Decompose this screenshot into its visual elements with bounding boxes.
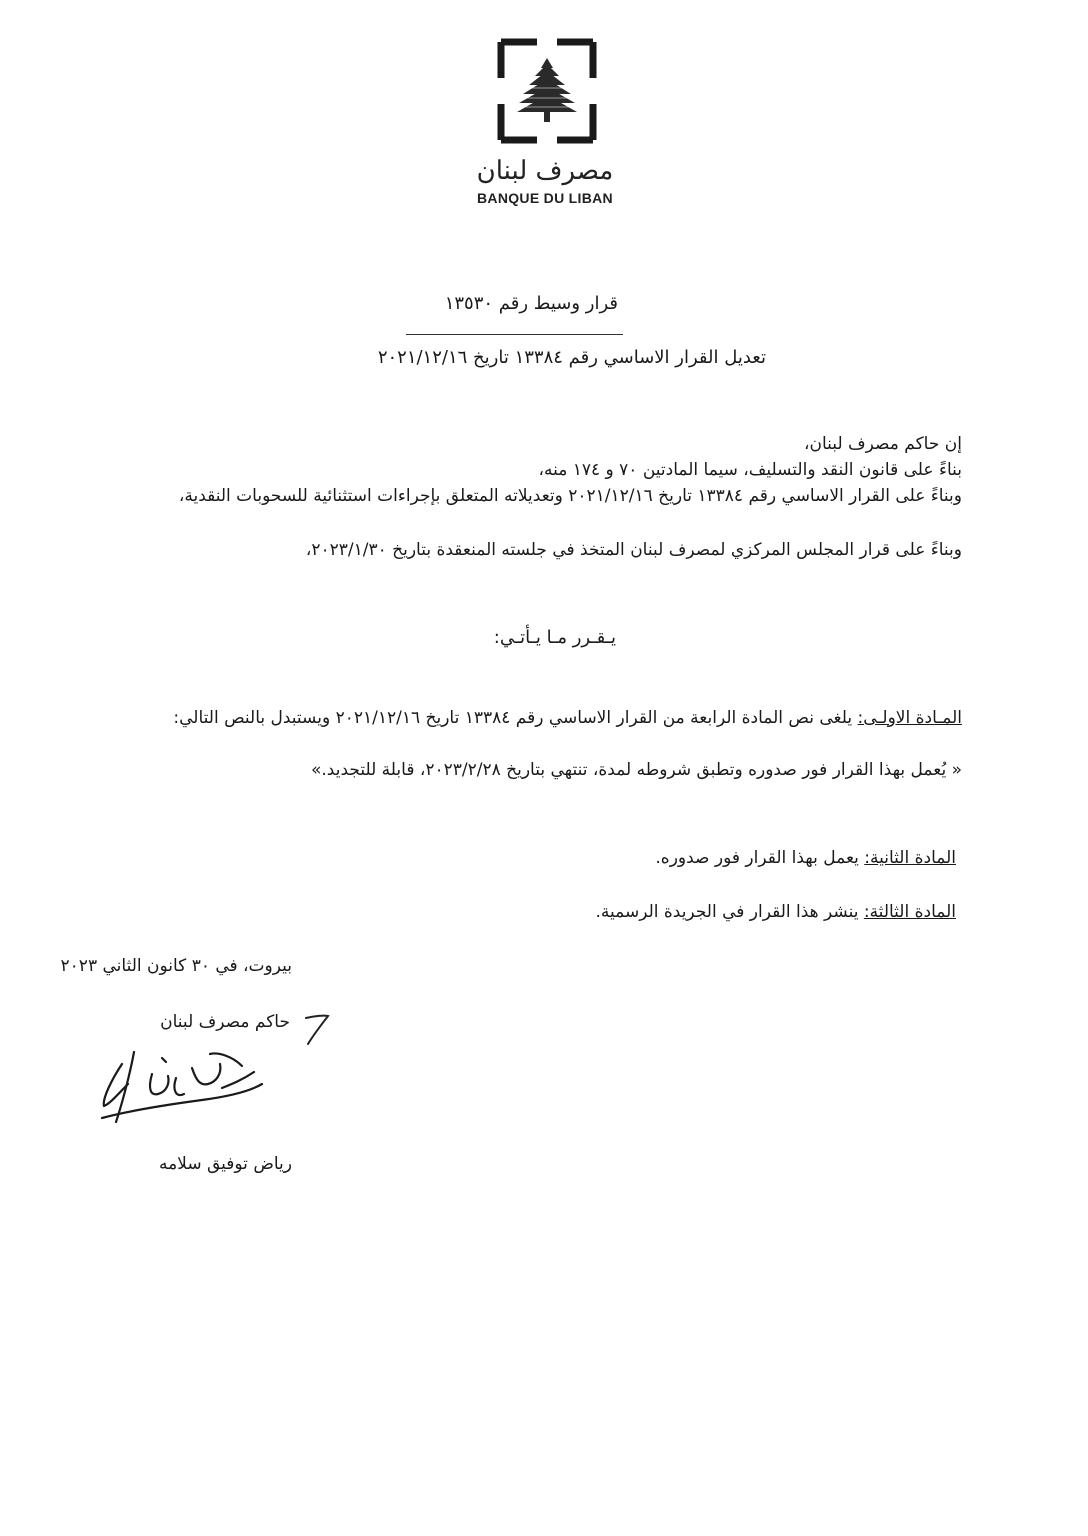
article-1-text: يلغى نص المادة الرابعة من القرار الاساسي رقم ١٣٣٨٤ تاريخ ٢٠٢١/١٢/١٦ ويستبدل بالنص التالي: [173, 708, 858, 728]
decision-title: قرار وسيط رقم ١٣٥٣٠ [444, 293, 618, 314]
bank-name-latin: BANQUE DU LIBAN [477, 190, 613, 206]
article-1-quote: « يُعمل بهذا القرار فور صدوره وتطبق شروطه لمدة، تنتهي بتاريخ ٢٠٢٣/٢/٢٨، قابلة للتجديد.» [310, 760, 962, 780]
preamble-line-1: إن حاكم مصرف لبنان، [804, 434, 962, 454]
governor-name: رياض توفيق سلامه [158, 1154, 292, 1174]
article-3-text: ينشر هذا القرار في الجريدة الرسمية. [595, 902, 864, 922]
article-3 [595, 900, 956, 924]
handwritten-signature-icon [92, 1044, 272, 1134]
title-underline [406, 334, 623, 335]
decides-heading: يـقـرر مـا يـأتـي: [493, 627, 616, 648]
pen-stroke-icon [302, 1012, 332, 1046]
article-2-label: المادة الثانية: [864, 848, 956, 868]
article-1-label: المـادة الاولـى: [857, 708, 962, 728]
cedar-tree-logo-icon [497, 38, 597, 144]
preamble-line-3: وبناءً على القرار الاساسي رقم ١٣٣٨٤ تاريخ ٢٠٢١/١٢/١٦ وتعديلاته المتعلق بإجراءات استثنائية للسحوبات النقدية، [178, 486, 962, 506]
article-2-text: يعمل بهذا القرار فور صدوره. [655, 848, 865, 868]
article-2 [655, 846, 956, 870]
article-3-label: المادة الثالثة: [863, 902, 956, 922]
preamble-line-2: بناءً على قانون النقد والتسليف، سيما المادتين ٧٠ و ١٧٤ منه، [538, 460, 962, 480]
bank-name-arabic: مصرف لبنان [476, 156, 614, 186]
decision-subject: تعديل القرار الاساسي رقم ١٣٣٨٤ تاريخ ٢٠٢١/١٢/١٦ [377, 347, 766, 368]
preamble-line-4: وبناءً على قرار المجلس المركزي لمصرف لبنان المتخذ في جلسته المنعقدة بتاريخ ٢٠٢٣/١/٣٠، [305, 540, 962, 560]
place-date: بيروت، في ٣٠ كانون الثاني ٢٠٢٣ [60, 956, 292, 976]
article-1 [143, 706, 962, 730]
governor-title: حاكم مصرف لبنان [160, 1012, 290, 1032]
